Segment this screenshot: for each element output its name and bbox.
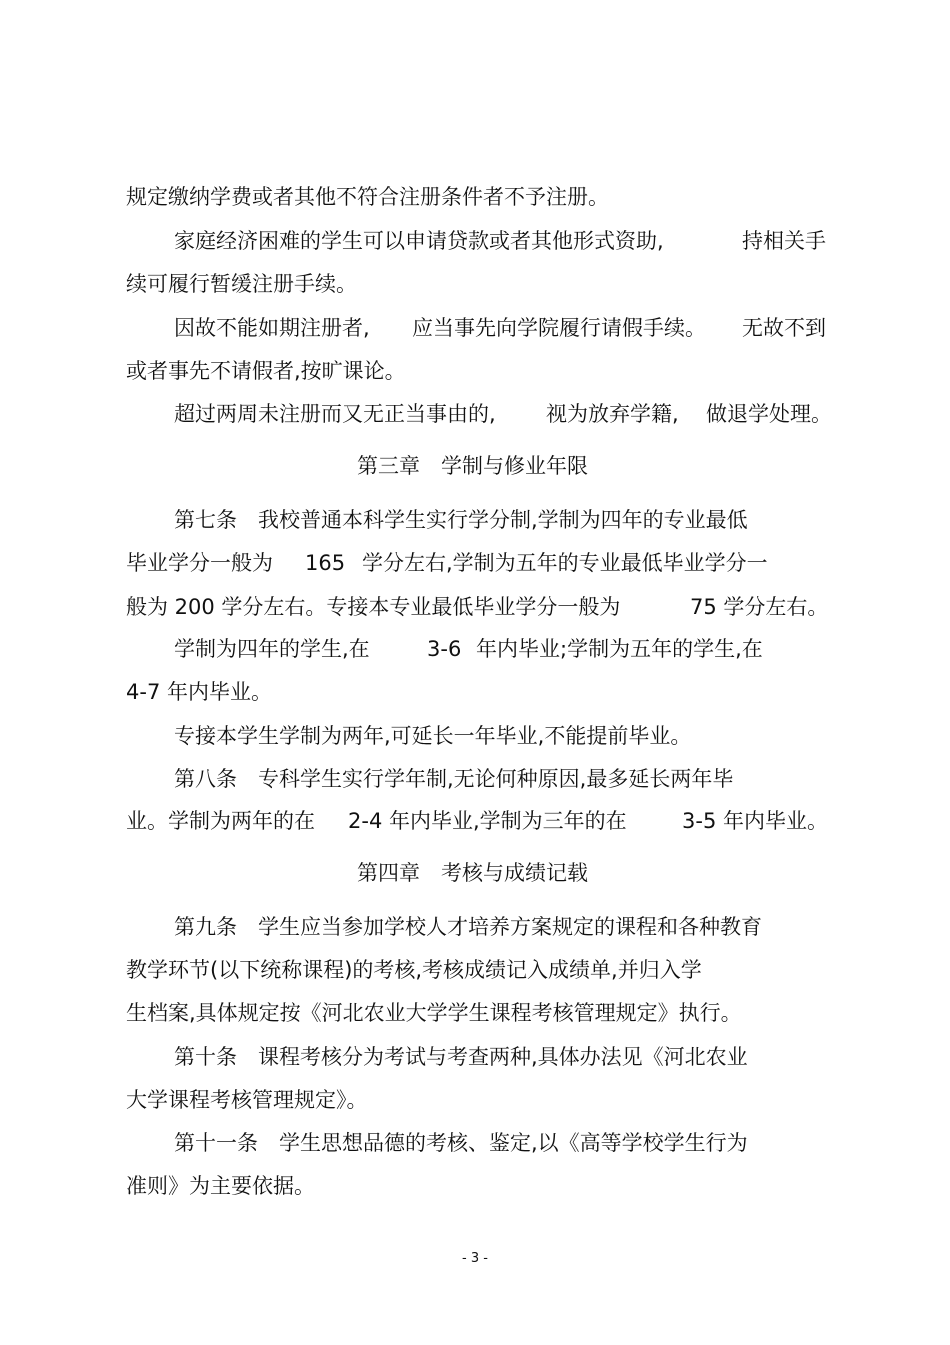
text-segment: 续可履行暂缓注册手续。 [126, 272, 357, 296]
text-segment: 学制为四年的学生,在 [174, 637, 370, 661]
text-segment: 第三章 学制与修业年限 [357, 454, 588, 478]
text-segment: 专接本学生学制为两年,可延长一年毕业,不能提前毕业。 [174, 724, 692, 748]
text-segment: 业。学制为两年的在 [126, 809, 315, 833]
text-segment: 生档案,具体规定按《河北农业大学学生课程考核管理规定》执行。 [126, 1001, 742, 1025]
text-segment: 第十一条 学生思想品德的考核、鉴定,以《高等学校学生行为 [174, 1131, 748, 1155]
text-segment: 大学课程考核管理规定》。 [126, 1088, 368, 1112]
text-segment: 第十条 课程考核分为考试与考查两种,具体办法见《河北农业 [174, 1045, 748, 1069]
text-segment: 第七条 我校普通本科学生实行学分制,学制为四年的专业最低 [174, 508, 748, 532]
text-segment: 超过两周未注册而又无正当事由的, [174, 402, 496, 426]
text-segment: 75 学分左右。 [690, 595, 829, 619]
text-segment: 第八条 专科学生实行学年制,无论何种原因,最多延长两年毕 [174, 767, 734, 791]
page-number: - 3 - [462, 1251, 488, 1266]
text-segment: 3-6 [427, 637, 462, 661]
text-segment: 般为 200 学分左右。专接本专业最低毕业学分一般为 [126, 595, 621, 619]
text-segment: 教学环节(以下统称课程)的考核,考核成绩记入成绩单,并归入学 [126, 958, 702, 982]
text-segment: 持相关手 [742, 229, 826, 253]
text-segment: 2-4 年内毕业,学制为三年的在 [348, 809, 627, 833]
text-segment: 毕业学分一般为 [126, 551, 273, 575]
text-segment: 无故不到 [742, 316, 826, 340]
text-segment: 年内毕业;学制为五年的学生,在 [476, 637, 763, 661]
text-segment: 第九条 学生应当参加学校人才培养方案规定的课程和各种教育 [174, 915, 762, 939]
text-segment: 准则》为主要依据。 [126, 1174, 315, 1198]
text-segment: 规定缴纳学费或者其他不符合注册条件者不予注册。 [126, 185, 609, 209]
text-segment: 家庭经济困难的学生可以申请贷款或者其他形式资助, [174, 229, 664, 253]
text-segment: 学分左右,学制为五年的专业最低毕业学分一 [362, 551, 768, 575]
text-segment: 视为放弃学籍, [546, 402, 679, 426]
text-segment: 3-5 年内毕业。 [682, 809, 828, 833]
text-segment: 165 [305, 551, 346, 575]
text-segment: 第四章 考核与成绩记载 [357, 861, 588, 885]
text-segment: 因故不能如期注册者, [174, 316, 370, 340]
text-segment: 或者事先不请假者,按旷课论。 [126, 359, 406, 383]
text-segment: 应当事先向学院履行请假手续。 [412, 316, 706, 340]
text-segment: 做退学处理。 [706, 402, 832, 426]
text-segment: 4-7 年内毕业。 [126, 680, 272, 704]
